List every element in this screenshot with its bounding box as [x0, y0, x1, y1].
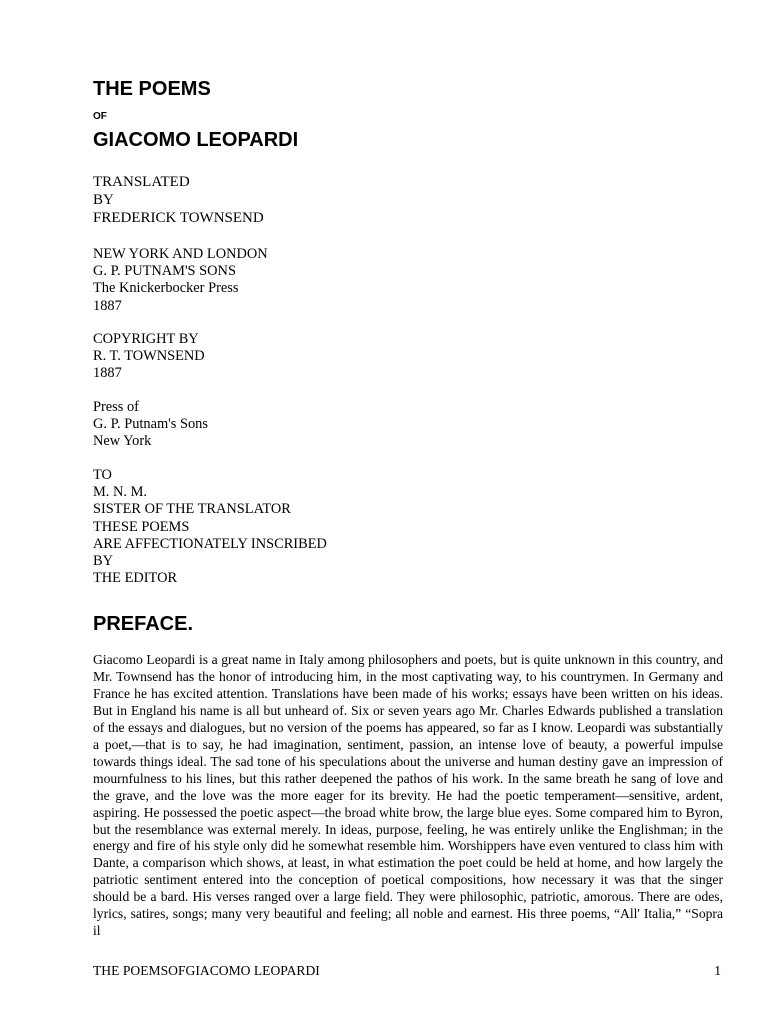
translation-credit: [93, 174, 264, 227]
translation-line: TRANSLATED: [93, 174, 190, 190]
press-line: Press of: [93, 399, 139, 415]
copyright-line: 1887: [93, 365, 122, 382]
press-info: [93, 399, 208, 451]
book-title: THE POEMS: [93, 78, 211, 100]
preface-heading: PREFACE.: [93, 613, 194, 635]
publisher-info: [93, 246, 268, 315]
dedication: [93, 467, 327, 587]
page-number: 1: [714, 963, 721, 978]
copyright-line: R. T. TOWNSEND: [93, 348, 205, 365]
dedication-line: SISTER OF THE TRANSLATOR: [93, 501, 291, 518]
dedication-line: BY: [93, 553, 113, 570]
press-line: G. P. Putnam's Sons: [93, 416, 208, 433]
translation-line: FREDERICK TOWNSEND: [93, 209, 264, 226]
dedication-line: ARE AFFECTIONATELY INSCRIBED: [93, 535, 327, 552]
dedication-line: M. N. M.: [93, 484, 147, 501]
dedication-line: THE EDITOR: [93, 570, 178, 587]
publisher-line: NEW YORK AND LONDON: [93, 246, 268, 262]
title-of: OF: [93, 111, 107, 122]
publisher-line: The Knickerbocker Press: [93, 280, 239, 297]
publisher-line: G. P. PUTNAM'S SONS: [93, 263, 236, 280]
publisher-line: 1887: [93, 297, 122, 314]
translation-line: BY: [93, 191, 114, 208]
press-line: New York: [93, 433, 152, 450]
author-name: GIACOMO LEOPARDI: [93, 129, 299, 151]
dedication-line: THESE POEMS: [93, 518, 190, 535]
preface-paragraph: Giacomo Leopardi is a great name in Italy among philosophers and poets, but is quite unknown in this country, and Mr. Townsend has the honor of introducing him, in the most captivating way, to his countrymen. In Germany and France he has excited attention. Translations have been made of his works; essays have been written on his ideas. But in England his name is all but unheard of. Six or seven years ago Mr. Charles Edwards published a translation of the essays and dialogues, but no version of the poems has appeared, so far as I know. Leopardi was substantially a poet,—that is to say, he had imagination, sentiment, passion, an intense love of beauty, a powerful impulse towards things ideal. The sad tone of his speculations about the universe and human destiny gave an impression of mournfulness to his lines, but this rather deepened the pathos of his work. In the same breath he sang of love and the grave, and the love was the more eager for its brevity. He had the poetic temperament—sensitive, ardent, aspiring. He possessed the poetic aspect—the broad white brow, the large blue eyes. Some compared him to Byron, but the resemblance was external merely. In ideas, purpose, feeling, he was entirely unlike the Englishman; in the energy and fire of his style only did he somewhat resemble him. Worshippers have even ventured to class him with Dante, a comparison which shows, at least, in what estimation the poet could be held at home, and how largely the patriotic sentiment entered into the conception of poetical compositions, how necessary it was that the singer should be a bard. His verses ranged over a large field. They were philosophic, patriotic, amorous. There are odes, lyrics, satires, songs; many very beautiful and feeling; all noble and earnest. His three poems, “All' Italia,” “Sopra il: [93, 652, 723, 939]
running-title: THE POEMSOFGIACOMO LEOPARDI: [93, 963, 320, 978]
copyright-info: [93, 331, 205, 383]
copyright-line: COPYRIGHT BY: [93, 331, 199, 347]
dedication-line: TO: [93, 467, 112, 483]
